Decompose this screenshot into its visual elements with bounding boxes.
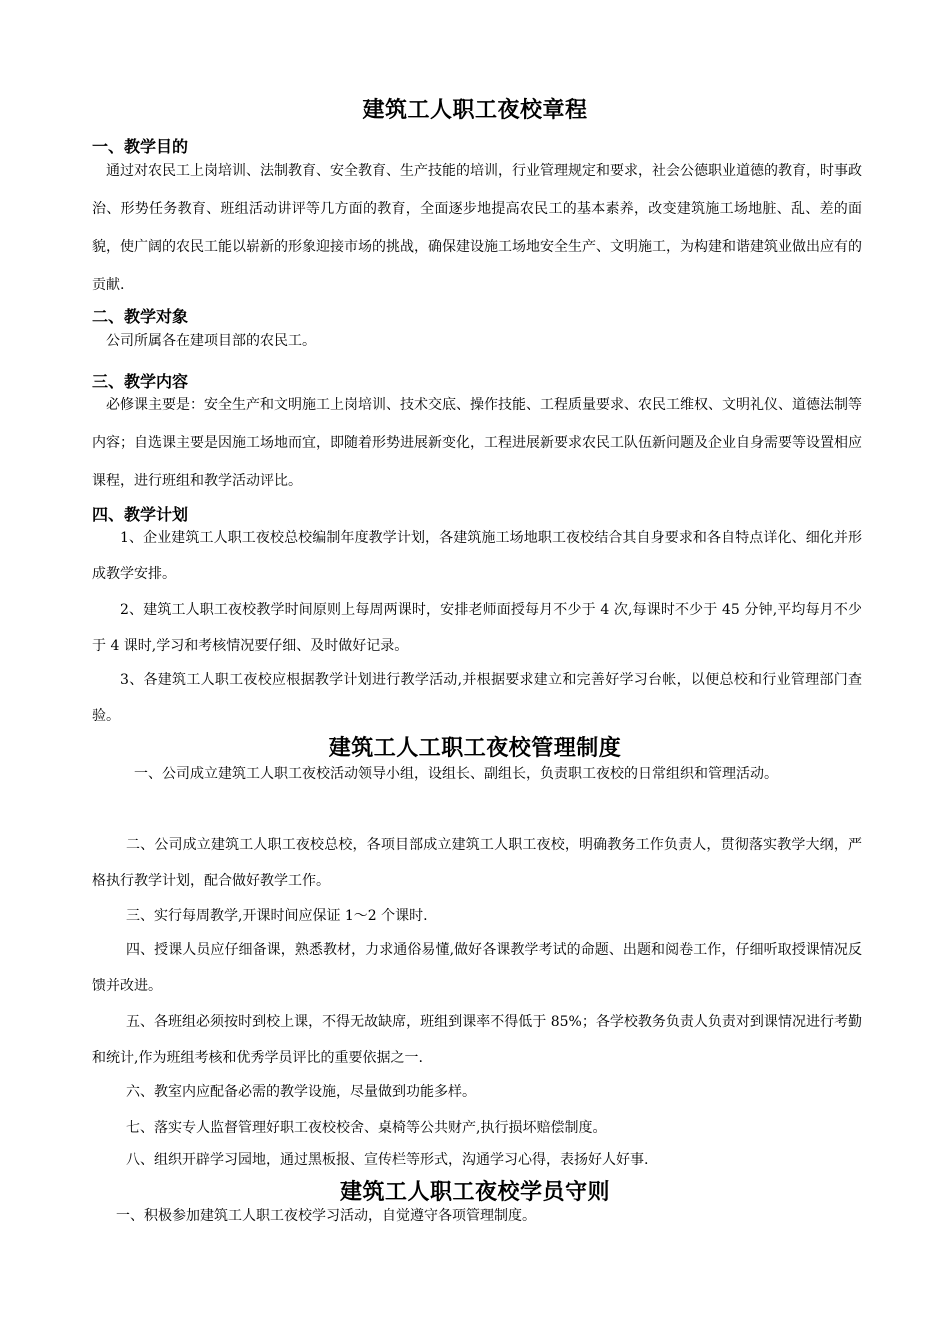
section-heading-plan: 四、教学计划 [92, 505, 189, 524]
management-item: 二、公司成立建筑工人职工夜校总校，各项目部成立建筑工人职工夜校，明确教务工作负责人，贯彻落实教学大纲，严格执行教学计划，配合做好教学工作。 [92, 837, 862, 889]
section-heading-purpose: 一、教学目的 [92, 137, 189, 156]
management-item: 五、各班组必须按时到校上课，不得无故缺席，班组到课率不得低于 85%；各学校教务负责人负责对到课情况进行考勤和统计,作为班组考核和优秀学员评比的重要依据之一. [92, 1014, 862, 1066]
management-item: 八、组织开辟学习园地，通过黑板报、宣传栏等形式，沟通学习心得，表扬好人好事. [126, 1152, 649, 1168]
student-rules-title: 建筑工人职工夜校学员守则 [339, 1180, 610, 1205]
charter-title: 建筑工人职工夜校章程 [362, 98, 588, 123]
section-text-audience: 公司所属各在建项目部的农民工。 [106, 333, 316, 349]
management-title: 建筑工人工职工夜校管理制度 [328, 736, 622, 761]
plan-item: 1、企业建筑工人职工夜校总校编制年度教学计划，各建筑施工场地职工夜校结合其自身要求和各自特点详化、细化并形成教学安排。 [92, 530, 862, 582]
management-item: 七、落实专人监督管理好职工夜校校舍、桌椅等公共财产,执行损坏赔偿制度。 [126, 1120, 607, 1136]
management-item: 一、公司成立建筑工人职工夜校活动领导小组，设组长、副组长，负责职工夜校的日常组织和管理活动。 [134, 766, 778, 782]
management-item: 四、授课人员应仔细备课，熟悉教材，力求通俗易懂,做好各课教学考试的命题、出题和阅卷工作，仔细听取授课情况反馈并改进。 [92, 942, 862, 994]
section-text-content: 必修课主要是：安全生产和文明施工上岗培训、技术交底、操作技能、工程质量要求、农民工维权、文明礼仪、道德法制等内容；自选课主要是因施工场地而宜，即随着形势进展新变化，工程进展新要求农民工队伍新问题及企业自身需要等设置相应课程，进行班组和教学活动评比。 [92, 397, 862, 489]
management-item: 六、教室内应配备必需的教学设施，尽量做到功能多样。 [126, 1084, 476, 1100]
section-heading-content: 三、教学内容 [92, 372, 189, 391]
plan-item: 3、各建筑工人职工夜校应根据教学计划进行教学活动,并根据要求建立和完善好学习台帐，以便总校和行业管理部门查验。 [92, 672, 862, 724]
management-item: 三、实行每周教学,开课时间应保证 1～2 个课时. [126, 908, 428, 924]
student-rule-item: 一、积极参加建筑工人职工夜校学习活动，自觉遵守各项管理制度。 [116, 1208, 536, 1224]
section-heading-audience: 二、教学对象 [92, 307, 189, 326]
plan-item: 2、建筑工人职工夜校教学时间原则上每周两课时，安排老师面授每月不少于 4 次,每课时不少于 45 分钟,平均每月不少于 4 课时,学习和考核情况要仔细、及时做好记录。 [92, 602, 862, 654]
section-text-purpose: 通过对农民工上岗培训、法制教育、安全教育、生产技能的培训，行业管理规定和要求，社会公德职业道德的教育，时事政治、形势任务教育、班组活动讲评等几方面的教育，全面逐步地提高农民工的基本素养，改变建筑施工场地脏、乱、差的面貌，使广阔的农民工能以崭新的形象迎接市场的挑战，确保建设施工场地安全生产、文明施工，为构建和谐建筑业做出应有的贡献. [92, 163, 862, 293]
